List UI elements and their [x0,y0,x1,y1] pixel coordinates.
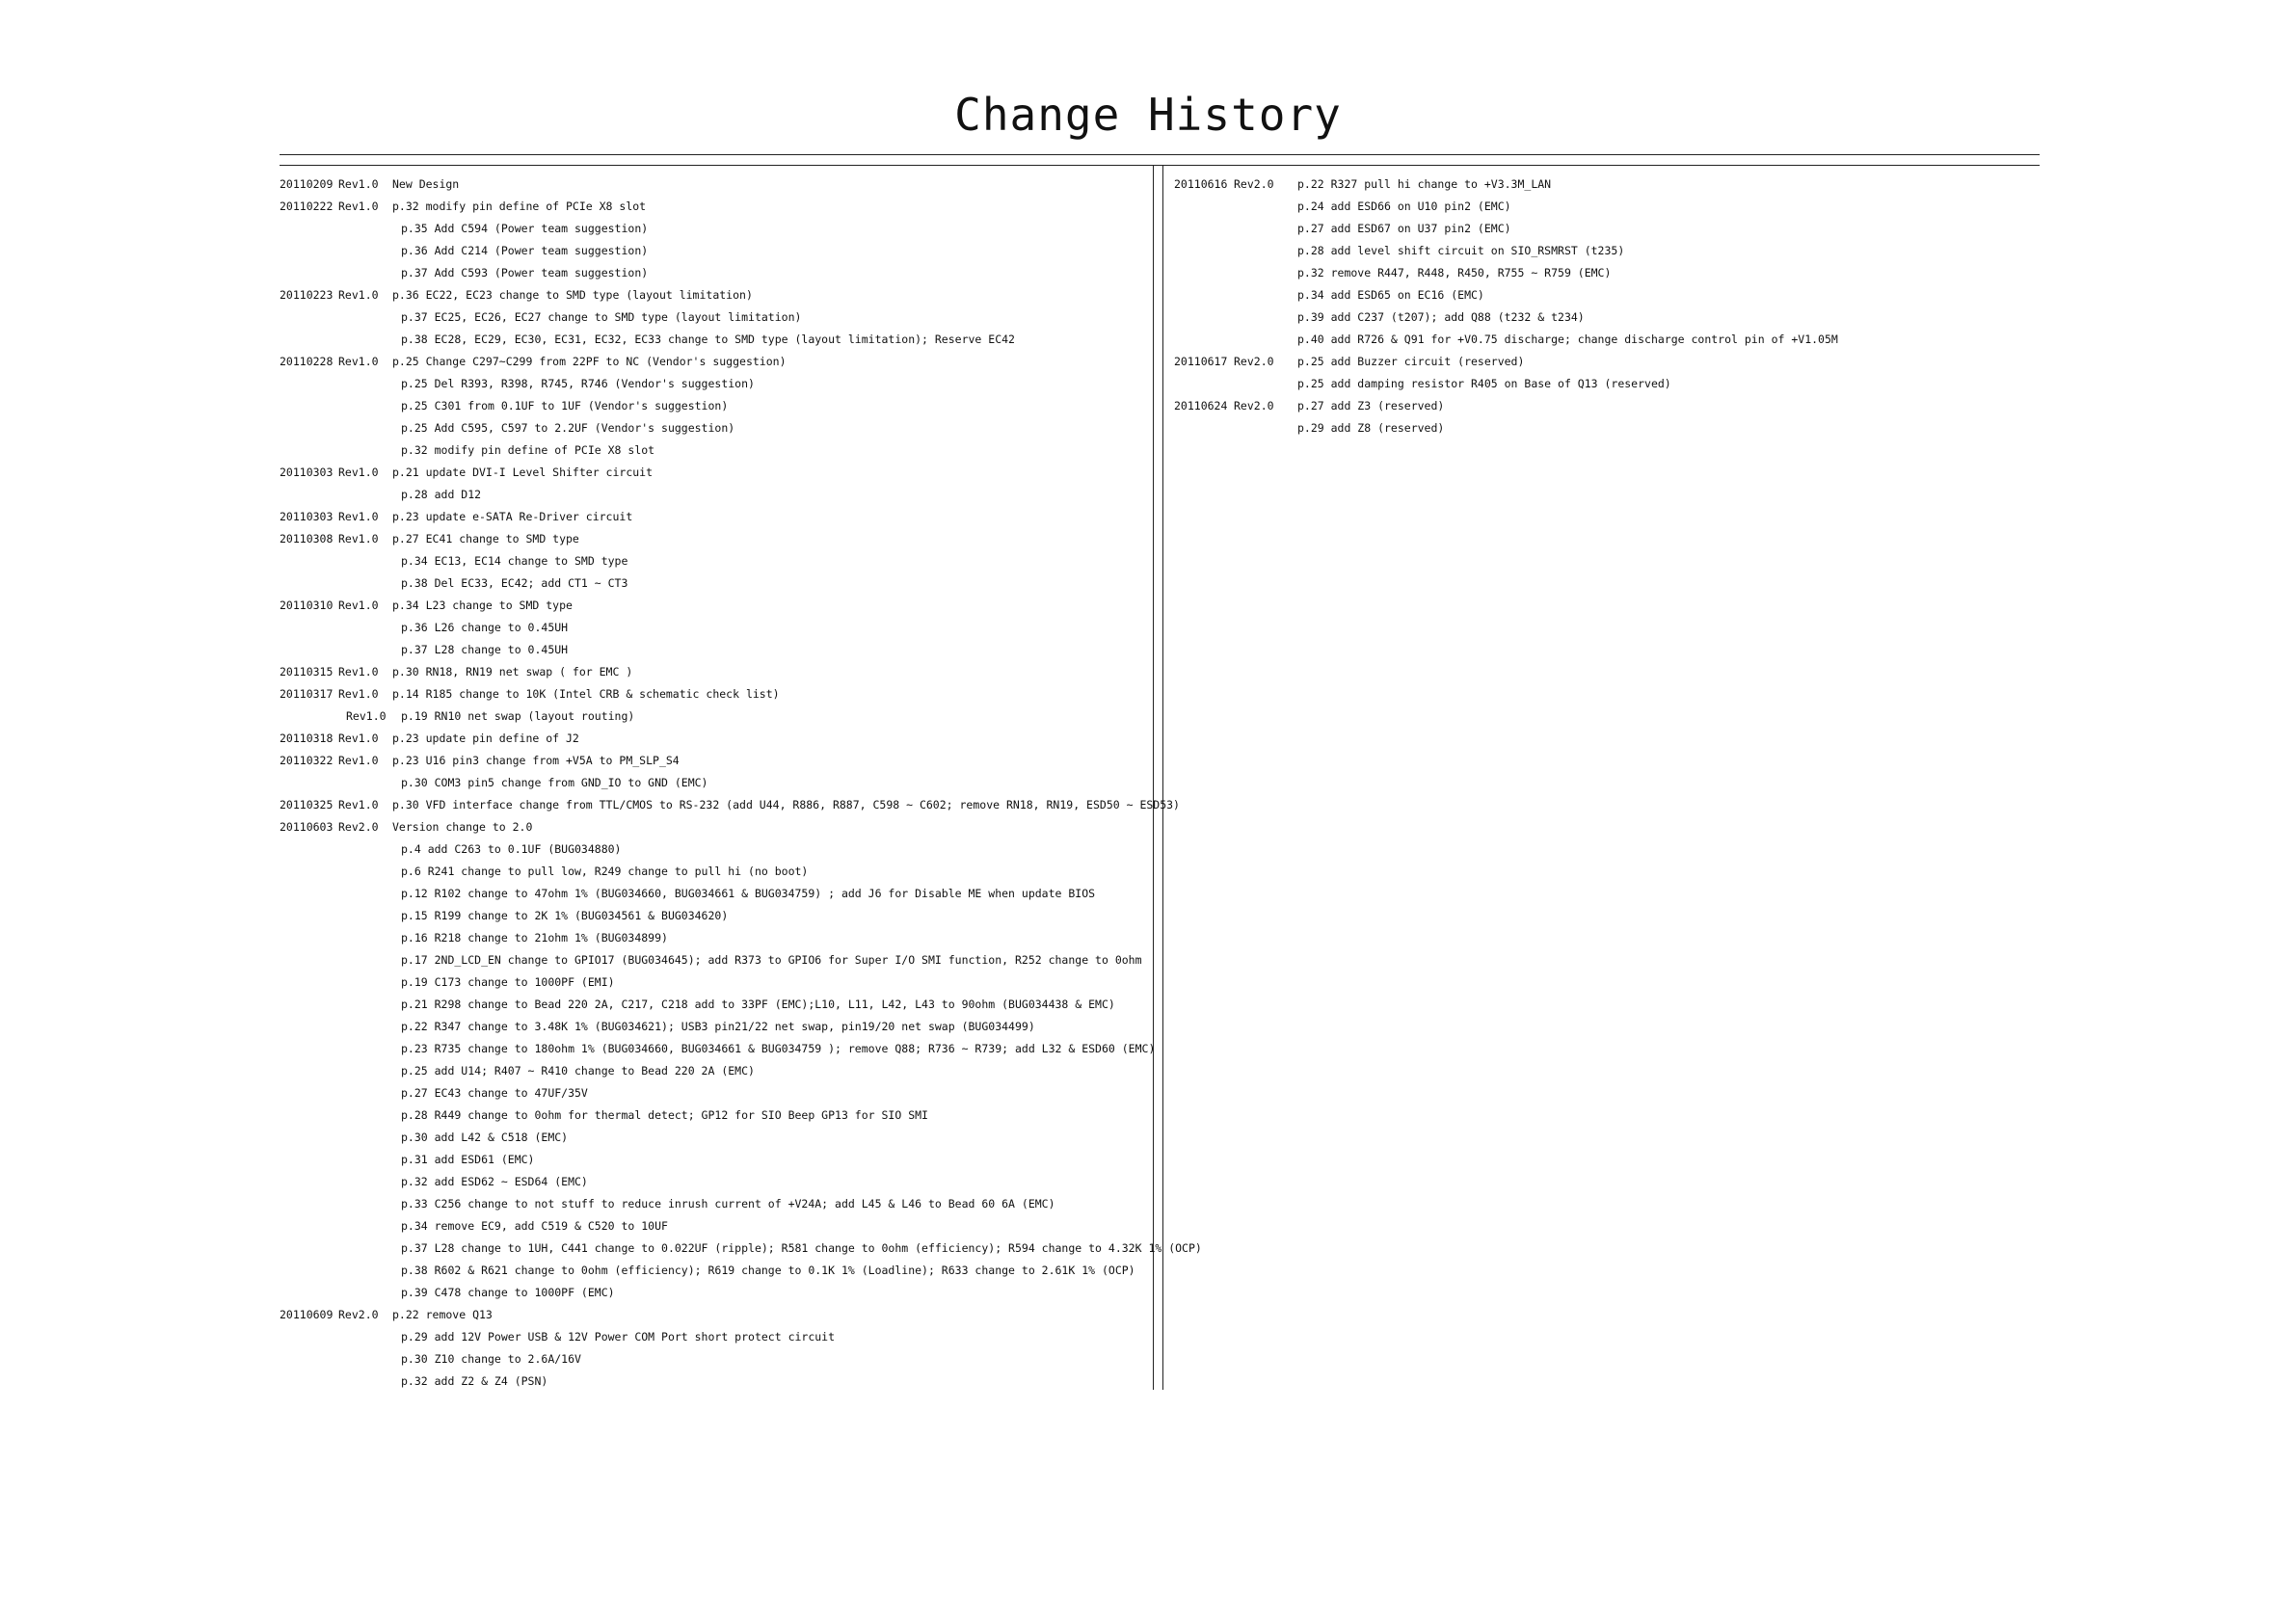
entry-description: p.28 add level shift circuit on SIO_RSMRST (t235) [1297,244,1625,257]
entry-revision: Rev1.0 [338,798,379,812]
entry-date: 20110310 [280,599,334,612]
entry-description: p.37 L28 change to 1UH, C441 change to 0.022UF (ripple); R581 change to 0ohm (efficiency); R594 change to 4.32K 1% (OCP) [401,1241,1202,1255]
entry-date: 20110318 [280,732,334,745]
entry-description: p.32 add ESD62 ~ ESD64 (EMC) [401,1175,588,1188]
entry-description: p.30 RN18, RN19 net swap ( for EMC ) [392,665,633,678]
entry-revision: Rev1.0 [338,200,379,213]
entry-description: p.17 2ND_LCD_EN change to GPIO17 (BUG034645); add R373 to GPIO6 for Super I/O SMI function, R252 change to 0ohm [401,953,1142,967]
entry-description: p.30 Z10 change to 2.6A/16V [401,1352,581,1366]
page-title: Change History [954,89,1342,141]
entry-revision: Rev1.0 [346,709,387,723]
entry-date: 20110616 [1174,177,1228,191]
entry-description: p.28 add D12 [401,488,482,501]
entry-description: p.31 add ESD61 (EMC) [401,1153,535,1166]
entry-description: p.32 remove R447, R448, R450, R755 ~ R759 (EMC) [1297,266,1612,279]
entry-description: New Design [392,177,460,191]
entry-date: 20110315 [280,665,334,678]
entry-description: p.36 EC22, EC23 change to SMD type (layout limitation) [392,288,753,302]
entry-revision: Rev2.0 [1234,355,1274,368]
entry-date: 20110624 [1174,399,1228,412]
entry-description: p.30 COM3 pin5 change from GND_IO to GND (EMC) [401,776,708,789]
entry-description: p.19 RN10 net swap (layout routing) [401,709,635,723]
entry-description: p.27 add Z3 (reserved) [1297,399,1445,412]
entry-revision: Rev1.0 [338,665,379,678]
entry-description: p.32 modify pin define of PCIe X8 slot [401,443,655,457]
entry-description: p.38 Del EC33, EC42; add CT1 ~ CT3 [401,576,628,590]
entry-description: p.29 add Z8 (reserved) [1297,421,1445,435]
entry-description: p.35 Add C594 (Power team suggestion) [401,222,649,235]
title-rule-bottom [280,165,2040,166]
entry-description: p.21 update DVI-I Level Shifter circuit [392,466,654,479]
entry-revision: Rev2.0 [338,1308,379,1321]
entry-description: p.25 Change C297~C299 from 22PF to NC (Vendor's suggestion) [392,355,787,368]
entry-description: p.30 VFD interface change from TTL/CMOS to RS-232 (add U44, R886, R887, C598 ~ C602; remove RN18, RN19, ESD50 ~ ESD53) [392,798,1180,812]
entry-revision: Rev2.0 [1234,399,1274,412]
entry-revision: Rev1.0 [338,532,379,545]
entry-description: p.40 add R726 & Q91 for +V0.75 discharge; change discharge control pin of +V1.05M [1297,333,1838,346]
entry-description: p.6 R241 change to pull low, R249 change to pull hi (no boot) [401,865,809,878]
entry-description: p.19 C173 change to 1000PF (EMI) [401,975,615,989]
entry-description: Version change to 2.0 [392,820,533,834]
entry-description: p.25 Del R393, R398, R745, R746 (Vendor's suggestion) [401,377,755,390]
entry-revision: Rev1.0 [338,599,379,612]
entry-description: p.22 R347 change to 3.48K 1% (BUG034621); USB3 pin21/22 net swap, pin19/20 net swap (BUG034499) [401,1020,1035,1033]
entry-description: p.37 EC25, EC26, EC27 change to SMD type (layout limitation) [401,310,802,324]
entry-description: p.37 L28 change to 0.45UH [401,643,569,656]
entry-description: p.22 remove Q13 [392,1308,493,1321]
entry-date: 20110209 [280,177,334,191]
entry-date: 20110325 [280,798,334,812]
entry-description: p.25 C301 from 0.1UF to 1UF (Vendor's suggestion) [401,399,729,412]
entry-date: 20110308 [280,532,334,545]
entry-description: p.16 R218 change to 21ohm 1% (BUG034899) [401,931,668,945]
entry-description: p.34 L23 change to SMD type [392,599,573,612]
entry-description: p.30 add L42 & C518 (EMC) [401,1131,569,1144]
entry-description: p.39 C478 change to 1000PF (EMC) [401,1286,615,1299]
entry-date: 20110322 [280,754,334,767]
entry-description: p.21 R298 change to Bead 220 2A, C217, C218 add to 33PF (EMC);L10, L11, L42, L43 to 90ohm (BUG034438 & EMC) [401,998,1115,1011]
entry-revision: Rev1.0 [338,355,379,368]
title-rule-top [280,154,2040,155]
entry-description: p.27 add ESD67 on U37 pin2 (EMC) [1297,222,1511,235]
entry-revision: Rev1.0 [338,687,379,701]
entry-description: p.39 add C237 (t207); add Q88 (t232 & t234) [1297,310,1585,324]
entry-description: p.15 R199 change to 2K 1% (BUG034561 & BUG034620) [401,909,729,922]
entry-description: p.25 add damping resistor R405 on Base of Q13 (reserved) [1297,377,1671,390]
entry-revision: Rev1.0 [338,510,379,523]
column-divider-right [1162,166,1163,1390]
entry-description: p.34 add ESD65 on EC16 (EMC) [1297,288,1484,302]
entry-revision: Rev1.0 [338,466,379,479]
entry-revision: Rev2.0 [338,820,379,834]
entry-description: p.38 EC28, EC29, EC30, EC31, EC32, EC33 change to SMD type (layout limitation); Reserve EC42 [401,333,1015,346]
entry-date: 20110223 [280,288,334,302]
entry-date: 20110603 [280,820,334,834]
entry-description: p.24 add ESD66 on U10 pin2 (EMC) [1297,200,1511,213]
entry-description: p.25 add Buzzer circuit (reserved) [1297,355,1525,368]
entry-description: p.36 Add C214 (Power team suggestion) [401,244,649,257]
entry-revision: Rev2.0 [1234,177,1274,191]
entry-date: 20110303 [280,466,334,479]
entry-description: p.38 R602 & R621 change to 0ohm (efficiency); R619 change to 0.1K 1% (Loadline); R633 change to 2.61K 1% (OCP) [401,1264,1135,1277]
entry-date: 20110317 [280,687,334,701]
entry-description: p.12 R102 change to 47ohm 1% (BUG034660, BUG034661 & BUG034759) ; add J6 for Disable ME when update BIOS [401,887,1096,900]
entry-description: p.34 EC13, EC14 change to SMD type [401,554,628,568]
entry-description: p.14 R185 change to 10K (Intel CRB & schematic check list) [392,687,780,701]
entry-description: p.32 add Z2 & Z4 (PSN) [401,1374,548,1388]
column-divider-left [1153,166,1154,1390]
entry-date: 20110617 [1174,355,1228,368]
entry-description: p.25 add U14; R407 ~ R410 change to Bead 220 2A (EMC) [401,1064,755,1078]
entry-description: p.23 R735 change to 180ohm 1% (BUG034660, BUG034661 & BUG034759 ); remove Q88; R736 ~ R739; add L32 & ESD60 (EMC) [401,1042,1156,1055]
entry-description: p.23 update e-SATA Re-Driver circuit [392,510,633,523]
entry-description: p.36 L26 change to 0.45UH [401,621,569,634]
entry-revision: Rev1.0 [338,754,379,767]
entry-date: 20110222 [280,200,334,213]
entry-description: p.23 update pin define of J2 [392,732,579,745]
entry-revision: Rev1.0 [338,288,379,302]
entry-description: p.25 Add C595, C597 to 2.2UF (Vendor's suggestion) [401,421,735,435]
entry-date: 20110609 [280,1308,334,1321]
entry-description: p.23 U16 pin3 change from +V5A to PM_SLP_S4 [392,754,680,767]
entry-date: 20110303 [280,510,334,523]
entry-description: p.22 R327 pull hi change to +V3.3M_LAN [1297,177,1552,191]
entry-revision: Rev1.0 [338,732,379,745]
entry-revision: Rev1.0 [338,177,379,191]
entry-description: p.33 C256 change to not stuff to reduce inrush current of +V24A; add L45 & L46 to Bead 60 6A (EMC) [401,1197,1055,1211]
entry-description: p.37 Add C593 (Power team suggestion) [401,266,649,279]
entry-description: p.27 EC41 change to SMD type [392,532,579,545]
entry-description: p.29 add 12V Power USB & 12V Power COM Port short protect circuit [401,1330,836,1344]
entry-description: p.34 remove EC9, add C519 & C520 to 10UF [401,1219,668,1233]
entry-description: p.4 add C263 to 0.1UF (BUG034880) [401,842,622,856]
entry-date: 20110228 [280,355,334,368]
entry-description: p.27 EC43 change to 47UF/35V [401,1086,588,1100]
entry-description: p.32 modify pin define of PCIe X8 slot [392,200,647,213]
entry-description: p.28 R449 change to 0ohm for thermal detect; GP12 for SIO Beep GP13 for SIO SMI [401,1108,928,1122]
